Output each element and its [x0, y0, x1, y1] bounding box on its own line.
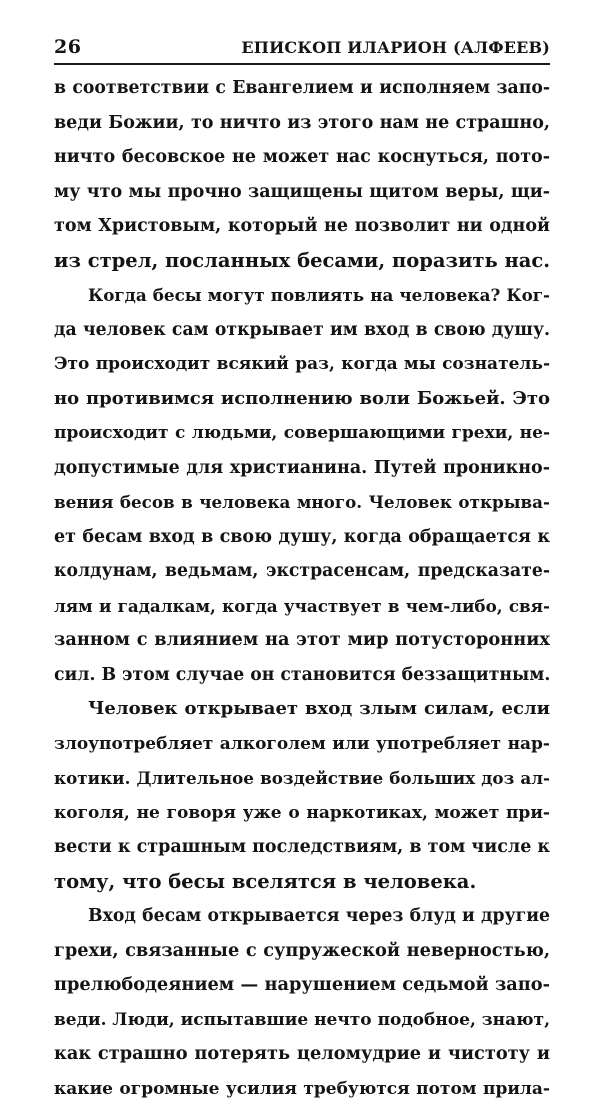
running-header [54, 36, 550, 62]
text-line: но противимся исполнению воли Божьей. Это [54, 382, 550, 417]
text-line: происходит с людьми, совершающими грехи, не- [54, 416, 550, 451]
text-line: том Христовым, который не позволит ни одной [54, 209, 550, 244]
running-title: ЕПИСКОП ИЛАРИОН (АЛФЕЕВ) [241, 38, 550, 57]
text-line: колдунам, ведьмам, экстрасенсам, предсказате- [54, 554, 550, 589]
text-line: лям и гадалкам, когда участвует в чем-либо, свя- [54, 589, 550, 624]
text-line: допустимые для христианина. Путей проникно- [54, 451, 550, 486]
text-line: какие огромные усилия требуются потом прила- [54, 1072, 550, 1106]
text-line: грехи, связанные с супружеской неверностью, [54, 934, 550, 969]
text-line: злоупотребляет алкоголем или употребляет нар- [54, 727, 550, 762]
text-line: веди Божии, то ничто из этого нам не страшно, [54, 106, 550, 141]
body-text [54, 71, 550, 1106]
page-number: 26 [54, 36, 81, 58]
text-line: прелюбодеянием — нарушением седьмой запо- [54, 968, 550, 1003]
text-line: в соответствии с Евангелием и исполняем запо- [54, 71, 550, 106]
text-line: Вход бесам открывается через блуд и другие [54, 899, 550, 934]
text-line: Человек открывает вход злым силам, если [54, 692, 550, 727]
text-line: из стрел, посланных бесами, поразить нас. [54, 244, 550, 279]
text-line: сил. В этом случае он становится беззащитным. [54, 658, 550, 693]
text-line: занном с влиянием на этот мир потусторонних [54, 623, 550, 658]
text-line: тому, что бесы вселятся в человека. [54, 865, 550, 900]
text-line: Это происходит всякий раз, когда мы сознатель- [54, 347, 550, 382]
text-line: вести к страшным последствиям, в том числе к [54, 830, 550, 865]
text-line: ет бесам вход в свою душу, когда обращается к [54, 520, 550, 555]
text-line: веди. Люди, испытавшие нечто подобное, знают, [54, 1003, 550, 1038]
text-line: ничто бесовское не может нас коснуться, пото- [54, 140, 550, 175]
text-line: Когда бесы могут повлиять на человека? Ког- [54, 278, 550, 313]
text-line: как страшно потерять целомудрие и чистоту и [54, 1037, 550, 1072]
text-line: да человек сам открывает им вход в свою душу. [54, 313, 550, 348]
text-line: вения бесов в человека много. Человек открыва- [54, 485, 550, 520]
text-line: му что мы прочно защищены щитом веры, щи- [54, 175, 550, 210]
header-rule [54, 63, 550, 65]
text-line: коголя, не говоря уже о наркотиках, может при- [54, 796, 550, 831]
text-line: котики. Длительное воздействие больших доз ал- [54, 761, 550, 796]
